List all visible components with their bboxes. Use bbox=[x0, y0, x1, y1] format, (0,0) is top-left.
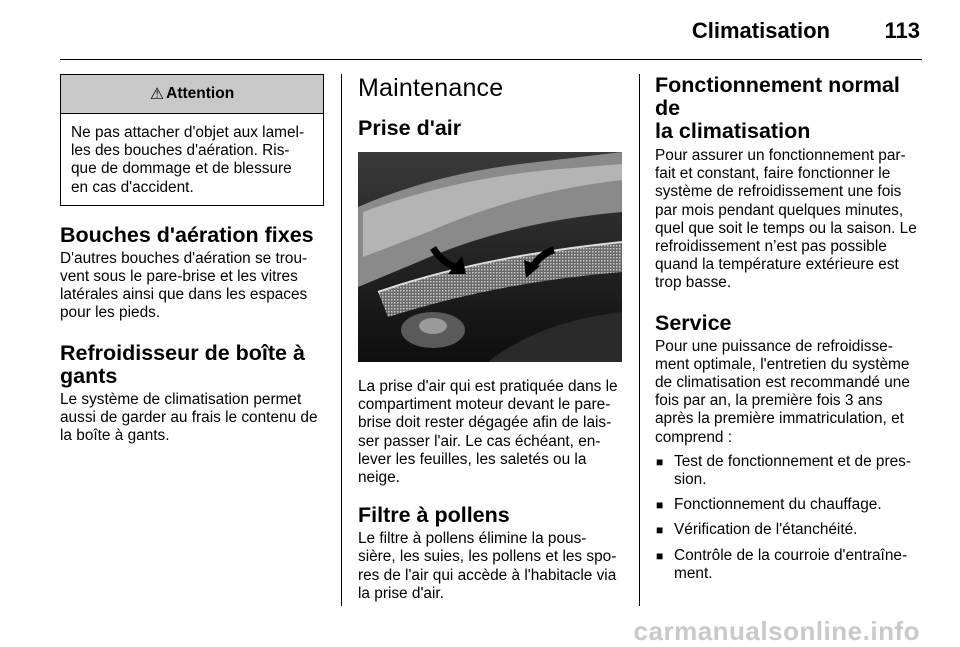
air-intake-photo bbox=[358, 152, 622, 362]
text-line: fois par an, la première fois 3 ans bbox=[655, 392, 883, 410]
text-line: de climatisation est recommandé une bbox=[655, 374, 910, 392]
text-line: en cas d'accident. bbox=[71, 178, 194, 196]
text-line: sière, les suies, les pollens et les spo- bbox=[358, 548, 617, 566]
attention-header bbox=[61, 75, 323, 114]
heading-line: la climatisation bbox=[655, 119, 811, 143]
column-middle bbox=[358, 74, 622, 603]
text-line: après la première immatriculation, et bbox=[655, 410, 904, 428]
text-line: aussi de garder au frais le contenu de bbox=[60, 408, 318, 426]
list-item bbox=[655, 453, 921, 489]
text-line: quel que soit le temps ou la saison. Le bbox=[655, 219, 917, 237]
text-line: système de refroidissement une fois bbox=[655, 183, 902, 201]
watermark: carmanualsonline.info bbox=[633, 616, 920, 646]
section-heading-service: Service bbox=[655, 310, 732, 335]
attention-box bbox=[60, 74, 324, 206]
list-item bbox=[655, 521, 921, 539]
heading-line: gants bbox=[60, 363, 118, 388]
text-line: brise doit rester dégagée afin de lais- bbox=[358, 414, 612, 432]
text-line: Pour une puissance de refroidisse- bbox=[655, 337, 893, 355]
text-line: res de l'air qui accède à l'habitacle via bbox=[358, 566, 617, 584]
list-item bbox=[655, 496, 921, 514]
text-line: lever les feuilles, les saletés ou la bbox=[358, 450, 587, 468]
paragraph-fonctionnement bbox=[655, 147, 921, 293]
list-item-line: Fonctionnement du chauffage. bbox=[674, 496, 882, 514]
heading-line: Refroidisseur de boîte à bbox=[60, 340, 305, 365]
paragraph-prise-air bbox=[358, 378, 622, 487]
text-line: la boîte à gants. bbox=[60, 427, 170, 445]
column-divider bbox=[341, 74, 342, 606]
column-left bbox=[60, 74, 324, 445]
text-line: trop basse. bbox=[655, 274, 732, 292]
list-item-line: Vérification de l'étanchéité. bbox=[674, 521, 858, 539]
text-line: D'autres bouches d'aération se trou- bbox=[60, 249, 308, 267]
text-line: ser passer l'air. Le cas échéant, en- bbox=[358, 432, 601, 450]
text-line: par mois pendant quelques minutes, bbox=[655, 201, 904, 219]
text-line: vent sous le pare-brise et les vitres bbox=[60, 268, 298, 286]
page-header-title: Climatisation bbox=[691, 18, 830, 43]
section-heading-filtre: Filtre à pollens bbox=[358, 503, 510, 528]
column-right bbox=[655, 74, 921, 590]
text-line: Le filtre à pollens élimine la pous- bbox=[358, 530, 587, 548]
warning-triangle-icon: ⚠ bbox=[149, 86, 165, 103]
text-line: refroidissement n’est pas possible bbox=[655, 238, 887, 256]
page-number: 113 bbox=[884, 18, 920, 43]
paragraph-filtre bbox=[358, 530, 622, 603]
heading-line: Fonctionnement normal de bbox=[655, 73, 900, 120]
text-line: comprend : bbox=[655, 428, 732, 446]
text-line: La prise d'air qui est pratiquée dans le bbox=[358, 378, 618, 395]
text-line: Ne pas attacher d'objet aux lamel- bbox=[71, 124, 305, 141]
text-line: latérales ainsi que dans les espaces bbox=[60, 286, 308, 304]
list-item bbox=[655, 547, 921, 583]
text-line: Pour assurer un fonctionnement par- bbox=[655, 147, 906, 164]
paragraph-bouches bbox=[60, 250, 324, 323]
attention-title: Attention bbox=[166, 85, 235, 102]
chapter-title: Maintenance bbox=[358, 74, 504, 102]
text-line: compartiment moteur devant le pare- bbox=[358, 396, 611, 414]
air-intake-illustration bbox=[358, 152, 622, 362]
paragraph-refroidisseur bbox=[60, 391, 324, 446]
service-checklist bbox=[655, 453, 921, 583]
list-item-line: Contrôle de la courroie d'entraîne- bbox=[674, 546, 908, 564]
paragraph-service bbox=[655, 338, 921, 447]
list-item-line: ment. bbox=[674, 564, 713, 582]
section-heading-prise-air: Prise d'air bbox=[358, 116, 462, 140]
text-line: les des bouches d'aération. Ris- bbox=[71, 142, 290, 160]
section-heading-bouches: Bouches d'aération fixes bbox=[60, 222, 314, 247]
text-line: la prise d'air. bbox=[358, 584, 444, 602]
text-line: quand la température extérieure est bbox=[655, 256, 899, 274]
column-divider bbox=[639, 74, 640, 606]
list-item-line: sion. bbox=[674, 471, 707, 489]
attention-text bbox=[61, 114, 323, 205]
section-heading-fonctionnement bbox=[655, 74, 921, 143]
text-line: ment optimale, l'entretien du système bbox=[655, 355, 910, 373]
text-line: que de dommage et de blessure bbox=[71, 160, 292, 178]
text-line: Le système de climatisation permet bbox=[60, 390, 302, 408]
section-heading-refroidisseur bbox=[60, 342, 324, 388]
header-rule bbox=[60, 59, 922, 60]
text-line: neige. bbox=[358, 469, 400, 487]
list-item-line: Test de fonctionnement et de pres- bbox=[674, 452, 911, 470]
text-line: fait et constant, faire fonctionner le bbox=[655, 165, 891, 183]
text-line: pour les pieds. bbox=[60, 304, 161, 322]
